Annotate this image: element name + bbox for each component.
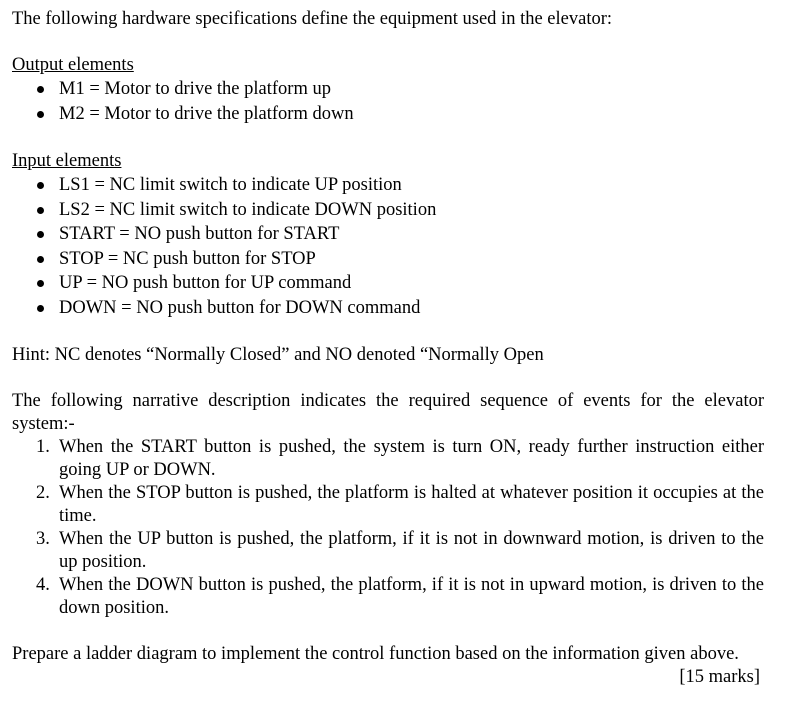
list-item [12,174,764,199]
list-item-text: LS2 = NC limit switch to indicate DOWN position [59,199,437,220]
output-elements-list [12,78,764,127]
step-text: When the UP button is pushed, the platform, if it is not in downward motion, is driven to the up position. [59,529,764,572]
bullet-icon [37,280,44,287]
list-item-text: M2 = Motor to drive the platform down [59,103,354,124]
intro-text: The following hardware specifications define the equipment used in the elevator: [12,9,613,29]
bullet-icon [37,256,44,263]
input-elements-list [12,174,764,321]
list-item [12,482,764,528]
hint-text: Hint: NC denotes “Normally Closed” and NO denoted “Normally Open [12,345,544,365]
list-item [12,223,764,248]
output-elements-heading: Output elements [12,55,134,75]
input-elements-heading: Input elements [12,151,122,171]
step-number: 2. [36,483,50,503]
spacer [12,620,764,643]
step-text: When the DOWN button is pushed, the platform, if it is not in upward motion, is driven to the down position. [59,575,764,618]
list-item-text: DOWN = NO push button for DOWN command [59,297,421,318]
bullet-icon [37,182,44,189]
step-text: When the START button is pushed, the system is turn ON, ready further instruction either going UP or DOWN. [59,437,764,480]
spacer [12,321,764,344]
bullet-icon [37,111,44,118]
list-item [12,248,764,273]
step-text: When the STOP button is pushed, the platform is halted at whatever position it occupies at the time. [59,483,764,526]
list-item-text: START = NO push button for START [59,224,340,244]
list-item [12,103,764,128]
list-item [12,199,764,224]
spacer [12,31,764,54]
list-item-text: LS1 = NC limit switch to indicate UP position [59,175,402,195]
bullet-icon [37,207,44,214]
list-item [12,574,764,620]
spacer [12,127,764,150]
narrative-intro: The following narrative description indicates the required sequence of events for the elevator system:- [12,391,764,434]
spacer [12,367,764,390]
bullet-icon [37,305,44,312]
list-item [12,297,764,322]
bullet-icon [37,86,44,93]
step-number: 3. [36,529,50,549]
narrative-steps-list [12,436,764,620]
list-item-text: M1 = Motor to drive the platform up [59,79,331,99]
list-item-text: UP = NO push button for UP command [59,273,352,293]
list-item-text: STOP = NC push button for STOP [59,248,316,269]
task-text: Prepare a ladder diagram to implement the control function based on the information given above. [12,644,739,664]
marks-label: [15 marks] [679,667,760,687]
bullet-icon [37,231,44,238]
step-number: 1. [36,437,50,457]
list-item [12,528,764,574]
list-item [12,78,764,103]
list-item [12,436,764,482]
list-item [12,272,764,297]
step-number: 4. [36,575,50,595]
